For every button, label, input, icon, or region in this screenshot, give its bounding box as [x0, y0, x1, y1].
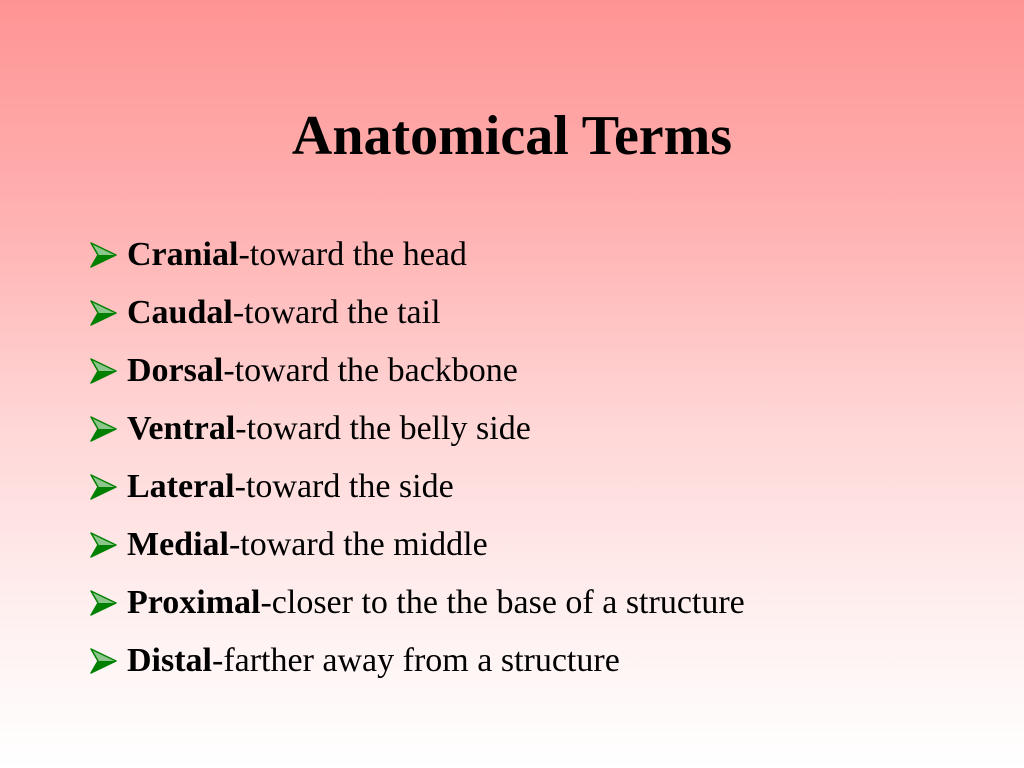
bullet-item-proximal [88, 574, 988, 632]
term-label: Medial [127, 526, 229, 563]
bullet-item-cranial [88, 226, 988, 284]
arrow-bullet-icon [88, 242, 118, 268]
arrow-bullet-icon [88, 416, 118, 442]
term-definition: -farther away from a structure [212, 642, 620, 679]
term-definition: -toward the head [238, 236, 467, 273]
arrow-bullet-icon [88, 300, 118, 326]
arrow-bullet-icon [88, 532, 118, 558]
bullet-item-ventral [88, 400, 988, 458]
arrow-bullet-icon [88, 358, 118, 384]
term-definition: -closer to the the base of a structure [260, 584, 745, 621]
term-label: Proximal [127, 584, 261, 621]
term-label: Ventral [127, 410, 236, 447]
slide-title: Anatomical Terms [291, 105, 733, 167]
term-label: Cranial [127, 236, 239, 273]
term-label: Lateral [127, 468, 235, 505]
bullet-item-lateral [88, 458, 988, 516]
term-label: Distal [127, 642, 212, 679]
term-definition: -toward the tail [232, 294, 441, 331]
arrow-bullet-icon [88, 474, 118, 500]
term-label: Caudal [127, 294, 233, 331]
term-definition: -toward the middle [228, 526, 488, 563]
term-definition: -toward the side [234, 468, 454, 505]
arrow-bullet-icon [88, 590, 118, 616]
term-definition: -toward the belly side [235, 410, 531, 447]
term-definition: -toward the backbone [223, 352, 518, 389]
bullet-item-medial [88, 516, 988, 574]
bullet-item-distal [88, 632, 988, 690]
bullet-item-caudal [88, 284, 988, 342]
bullet-item-dorsal [88, 342, 988, 400]
bullet-list [88, 226, 988, 690]
term-label: Dorsal [127, 352, 224, 389]
arrow-bullet-icon [88, 648, 118, 674]
